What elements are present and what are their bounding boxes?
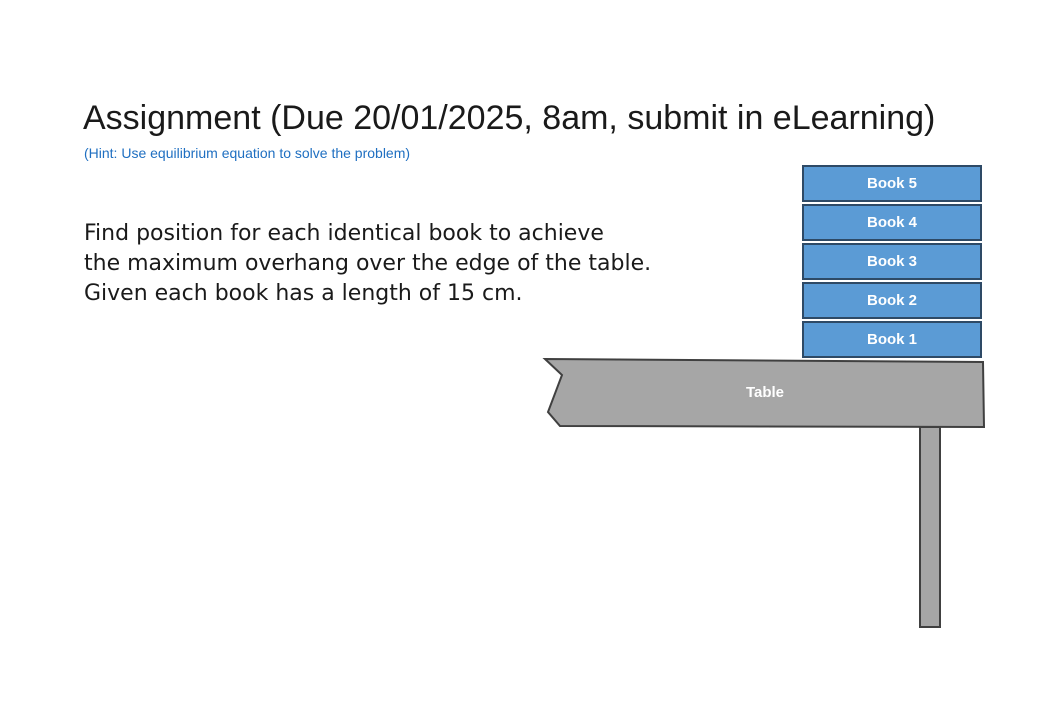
book-2: Book 2 bbox=[802, 282, 982, 319]
problem-line: Find position for each identical book to achieve bbox=[84, 221, 604, 246]
assignment-title: Assignment (Due 20/01/2025, 8am, submit in eLearning) bbox=[83, 99, 936, 137]
hint-text: (Hint: Use equilibrium equation to solve the problem) bbox=[84, 145, 411, 161]
table-leg bbox=[920, 427, 940, 627]
problem-line: the maximum overhang over the edge of the table. bbox=[84, 251, 652, 276]
problem-line: Given each book has a length of 15 cm. bbox=[84, 281, 523, 306]
table-label: Table bbox=[745, 384, 785, 401]
book-3: Book 3 bbox=[802, 243, 982, 280]
book-5: Book 5 bbox=[802, 165, 982, 202]
book-1: Book 1 bbox=[802, 321, 982, 358]
book-4: Book 4 bbox=[802, 204, 982, 241]
